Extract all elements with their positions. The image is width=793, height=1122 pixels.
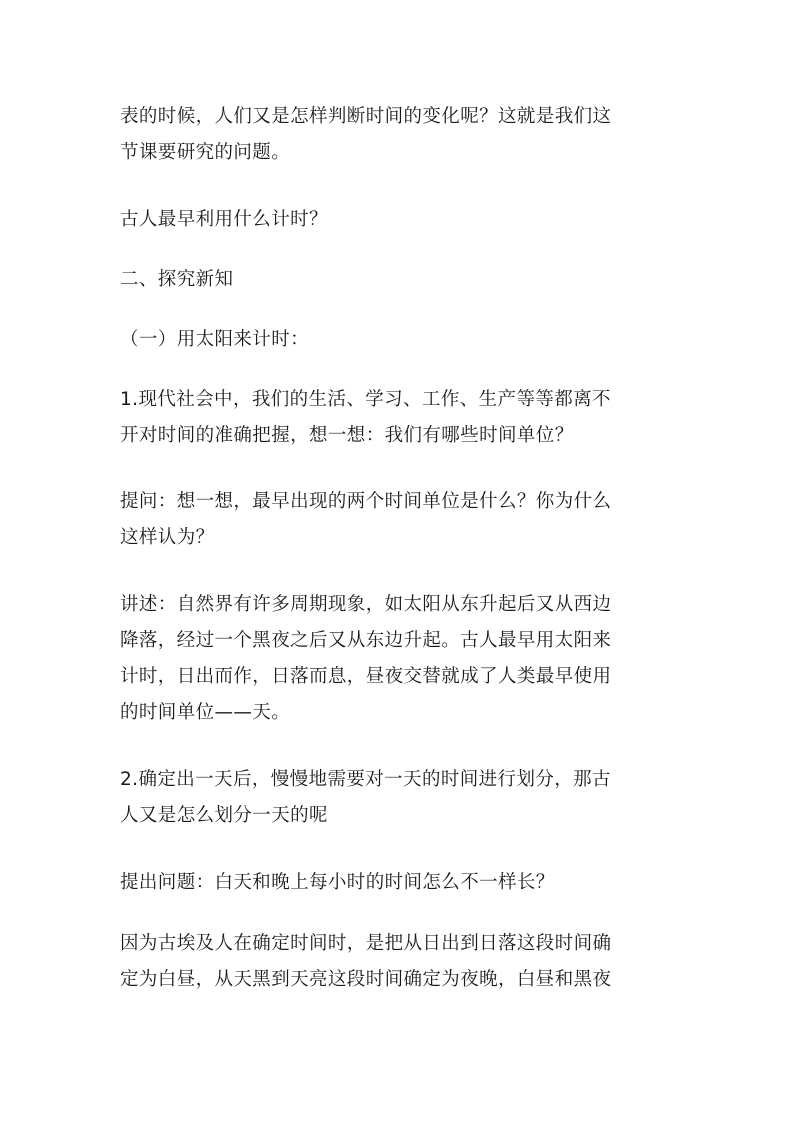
text-line: 降落，经过一个黑夜之后又从东边升起。古人最早用太阳来 [120, 630, 612, 651]
paragraph-item-2 [120, 762, 676, 834]
text-line: 2.确定出一天后，慢慢地需要对一天的时间进行划分，那古 [120, 769, 611, 790]
text-line: 计时，日出而作，日落而息，昼夜交替就成了人类最早使用 [120, 666, 612, 687]
text-line: 的时间单位——天。 [120, 702, 291, 723]
text-line: 这样认为？ [120, 527, 215, 548]
text-line: 节课要研究的问题。 [120, 142, 291, 163]
text-line: 定为白昼，从天黑到天亮这段时间确定为夜晚，白昼和黑夜 [120, 969, 612, 990]
paragraph-narration [120, 587, 676, 731]
text-line: 古人最早利用什么计时？ [120, 209, 328, 230]
text-line: 人又是怎么划分一天的呢 [120, 805, 328, 826]
paragraph-question [120, 484, 676, 556]
paragraph-explanation [120, 926, 676, 998]
text-line: 开对时间的准确把握，想一想：我们有哪些时间单位？ [120, 425, 574, 446]
text-line: 提出问题：白天和晚上每小时的时间怎么不一样长？ [120, 872, 555, 893]
text-line: 因为古埃及人在确定时间时，是把从日出到日落这段时间确 [120, 933, 612, 954]
paragraph-ancient-timing-question [120, 202, 676, 238]
text-line: 表的时候，人们又是怎样判断时间的变化呢？这就是我们这 [120, 106, 612, 127]
paragraph-raise-question [120, 865, 676, 901]
text-line: 讲述：自然界有许多周期现象，如太阳从东升起后又从西边 [120, 594, 612, 615]
text-line: 提问：想一想，最早出现的两个时间单位是什么？你为什么 [120, 491, 612, 512]
heading-text: 二、探究新知 [120, 269, 234, 290]
heading-text: （一）用太阳来计时： [120, 329, 310, 350]
paragraph-item-1 [120, 382, 676, 454]
paragraph-intro-question [120, 99, 676, 171]
section-heading [120, 262, 676, 298]
text-line: 1.现代社会中，我们的生活、学习、工作、生产等等都离不 [120, 389, 611, 410]
subsection-heading [120, 322, 676, 358]
